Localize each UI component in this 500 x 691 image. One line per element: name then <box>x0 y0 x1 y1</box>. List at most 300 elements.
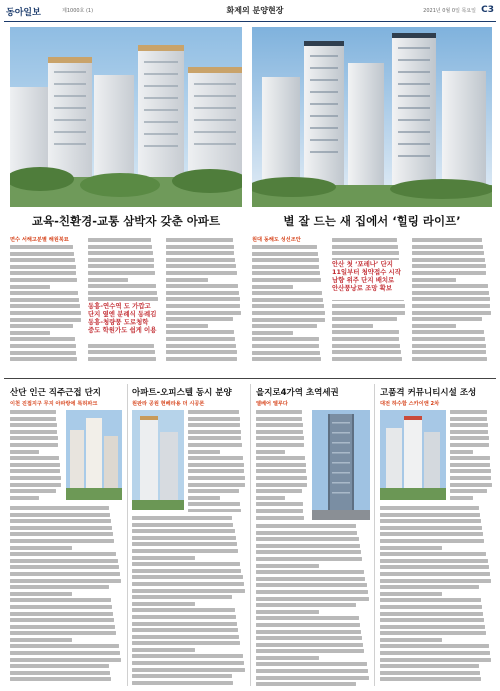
body-text-line <box>380 638 442 642</box>
body-text-line <box>412 258 485 262</box>
body-text-line <box>188 456 243 460</box>
body-text-line <box>132 674 232 678</box>
body-text-line <box>132 529 235 533</box>
body-text-line <box>88 264 154 268</box>
body-text-line <box>252 278 321 282</box>
body-text-line <box>256 456 305 460</box>
body-text-line <box>10 311 81 315</box>
body-text-line <box>412 251 484 255</box>
box-2-photo <box>132 410 184 510</box>
body-text-line <box>380 631 486 635</box>
right-deck-line: 안산풍낭로 조망 확보 <box>332 284 393 292</box>
body-text-line <box>10 337 75 341</box>
left-deck-line: 동흥-청량풍 도로청학 <box>88 318 149 326</box>
body-text-line <box>380 671 480 675</box>
body-text-line <box>256 483 307 487</box>
body-text-line <box>380 644 489 648</box>
body-text-line <box>252 318 325 322</box>
body-text-line <box>380 565 489 569</box>
body-text-line <box>450 469 491 473</box>
body-text-line <box>252 337 319 341</box>
body-text-line <box>450 489 487 493</box>
body-text-line <box>132 615 236 619</box>
body-text-line <box>188 436 241 440</box>
body-text-line <box>166 324 208 328</box>
body-text-line <box>412 337 485 341</box>
page-number: C3 <box>481 5 494 15</box>
body-text-line <box>252 331 293 335</box>
body-text-line <box>10 430 57 434</box>
body-text-line <box>256 597 369 601</box>
right-headline: 별 잘 드는 새 집에서 ‘힐링 라이프’ <box>283 214 461 228</box>
body-text-line <box>166 258 235 262</box>
left-body-column-1 <box>10 245 82 371</box>
masthead-rule <box>4 21 496 22</box>
body-text-line <box>252 258 319 262</box>
body-text-line <box>256 417 302 421</box>
body-text-line <box>132 542 237 546</box>
body-text-line <box>380 651 490 655</box>
body-text-line <box>380 526 482 530</box>
body-text-line <box>332 337 399 341</box>
box-1-text-b <box>10 506 122 686</box>
body-text-line <box>132 569 241 573</box>
body-text-line <box>10 245 73 249</box>
body-text-line <box>380 513 480 517</box>
body-text-line <box>10 252 74 256</box>
body-text-line <box>380 572 490 576</box>
body-text-line <box>332 344 400 348</box>
right-body-column-1 <box>252 245 326 371</box>
body-text-line <box>10 644 119 648</box>
body-text-line <box>450 430 488 434</box>
body-text-line <box>88 245 152 249</box>
body-text-line <box>380 559 488 563</box>
body-text-line <box>10 285 50 289</box>
body-text-line <box>256 463 306 467</box>
body-text-line <box>332 238 397 242</box>
body-text-line <box>166 264 236 268</box>
body-text-line <box>132 648 195 652</box>
box-4-text-a <box>450 410 492 502</box>
body-text-line <box>10 496 39 500</box>
body-text-line <box>252 357 321 361</box>
body-text-line <box>332 251 399 255</box>
body-text-line <box>166 350 237 354</box>
body-text-line <box>256 469 306 473</box>
body-text-line <box>380 664 479 668</box>
body-text-line <box>256 656 319 660</box>
body-text-line <box>10 506 109 510</box>
body-text-line <box>412 304 490 308</box>
body-text-line <box>132 641 240 645</box>
left-apartment-photo <box>10 27 242 207</box>
body-text-line <box>256 636 362 640</box>
body-text-line <box>10 651 120 655</box>
body-text-line <box>10 552 116 556</box>
body-text-line <box>188 417 240 421</box>
body-text-line <box>450 417 487 421</box>
body-text-line <box>252 324 317 328</box>
body-text-line <box>10 351 76 355</box>
body-text-line <box>10 585 109 589</box>
body-text-line <box>166 278 208 282</box>
newspaper-logo: 동아일보 <box>6 8 41 18</box>
body-text-line <box>252 265 319 269</box>
body-text-line <box>256 623 360 627</box>
body-text-line <box>256 557 362 561</box>
body-text-line <box>88 291 157 295</box>
left-deck-line: 중도 학원가도 쉽게 이용 <box>88 326 157 334</box>
body-text-line <box>332 357 402 361</box>
body-text-line <box>256 531 357 535</box>
body-text-line <box>450 436 489 440</box>
body-text-line <box>252 304 324 308</box>
body-text-line <box>10 671 110 675</box>
body-text-line <box>10 513 110 517</box>
box-1-title: 산단 인근 직주근접 단지 <box>10 388 101 398</box>
body-text-line <box>256 496 285 500</box>
right-deck <box>332 260 408 300</box>
body-text-line <box>256 603 356 607</box>
body-text-line <box>132 562 240 566</box>
body-text-line <box>412 297 490 301</box>
body-text-line <box>166 357 237 361</box>
body-text-line <box>10 357 77 361</box>
box-4-text-b <box>380 506 492 686</box>
body-text-line <box>412 291 489 295</box>
body-text-line <box>132 622 237 626</box>
body-text-line <box>10 456 59 460</box>
body-text-line <box>252 291 322 295</box>
body-text-line <box>132 681 233 685</box>
body-text-line <box>252 271 320 275</box>
right-deck-line: 남향 위주 단지 배치로 <box>332 276 395 284</box>
box-1-photo <box>66 410 122 500</box>
body-text-line <box>166 238 233 242</box>
body-text-line <box>256 669 368 673</box>
body-text-line <box>256 509 303 513</box>
right-deck-line: 안산 첫 ‘포레나’ 단지 <box>332 260 393 268</box>
body-text-line <box>450 443 489 447</box>
body-text-line <box>10 258 75 262</box>
body-text-line <box>10 546 72 550</box>
body-text-line <box>256 682 356 686</box>
body-text-line <box>10 612 113 616</box>
body-text-line <box>412 238 482 242</box>
issue-date: 2021년 0월 0일 목요일 <box>423 8 476 14</box>
box-2-title: 아파트-오피스텔 동시 분양 <box>132 388 232 398</box>
body-text-line <box>450 423 488 427</box>
body-text-line <box>256 430 303 434</box>
body-text-line <box>10 625 115 629</box>
body-text-line <box>132 523 233 527</box>
body-text-line <box>132 536 236 540</box>
body-text-line <box>188 430 241 434</box>
box-3-photo <box>312 410 370 520</box>
right-deck-line: 11일부터 청약접수 시작 <box>332 268 401 276</box>
body-text-line <box>10 436 58 440</box>
box-divider-2 <box>250 384 251 686</box>
masthead <box>0 0 500 22</box>
body-text-line <box>132 556 195 560</box>
body-text-line <box>10 291 78 295</box>
body-text-line <box>10 572 120 576</box>
body-text-line <box>10 677 111 681</box>
body-text-line <box>252 351 320 355</box>
body-text-line <box>252 285 293 289</box>
body-text-line <box>132 628 238 632</box>
body-text-line <box>412 324 456 328</box>
body-text-line <box>256 544 360 548</box>
body-text-line <box>10 476 61 480</box>
body-text-line <box>256 616 359 620</box>
body-text-line <box>256 537 359 541</box>
body-text-line <box>166 297 240 301</box>
body-text-line <box>10 605 112 609</box>
body-text-line <box>10 463 60 467</box>
body-text-line <box>380 658 491 662</box>
body-text-line <box>188 463 244 467</box>
body-text-line <box>88 297 158 301</box>
box-3-text-a <box>256 410 308 520</box>
body-text-line <box>188 496 220 500</box>
body-text-line <box>10 658 121 662</box>
body-text-line <box>380 552 486 556</box>
body-text-line <box>256 450 285 454</box>
body-text-line <box>252 344 319 348</box>
body-text-line <box>450 476 491 480</box>
body-text-line <box>10 344 76 348</box>
box-divider-1 <box>127 384 128 686</box>
body-text-line <box>132 549 238 553</box>
body-text-line <box>380 592 442 596</box>
body-text-line <box>412 350 486 354</box>
body-text-line <box>10 324 73 328</box>
body-text-line <box>252 298 323 302</box>
body-text-line <box>450 410 487 414</box>
body-text-line <box>166 271 237 275</box>
body-text-line <box>10 664 109 668</box>
body-text-line <box>412 357 487 361</box>
body-text-line <box>188 502 240 506</box>
right-body-column-2 <box>332 238 406 371</box>
body-text-line <box>132 516 232 520</box>
body-text-line <box>10 539 114 543</box>
body-text-line <box>166 344 236 348</box>
body-text-line <box>88 238 151 242</box>
body-text-line <box>10 489 56 493</box>
body-text-line <box>380 598 481 602</box>
body-text-line <box>450 483 492 487</box>
box-4-photo <box>380 410 446 500</box>
body-text-line <box>450 463 490 467</box>
body-text-line <box>188 423 240 427</box>
box-4-title: 고품격 커뮤니티시설 조성 <box>380 388 477 398</box>
body-text-line <box>132 602 195 606</box>
body-text-line <box>132 661 244 665</box>
body-text-line <box>10 423 57 427</box>
body-text-line <box>380 585 479 589</box>
body-text-line <box>412 264 486 268</box>
body-text-line <box>412 245 483 249</box>
body-text-line <box>256 590 368 594</box>
body-text-line <box>10 450 39 454</box>
body-text-line <box>132 575 243 579</box>
body-text-line <box>412 278 456 282</box>
issue-number: 제1000호 (1) <box>62 8 94 14</box>
box-3-text-b <box>256 524 370 686</box>
body-text-line <box>166 291 239 295</box>
left-body-column-3 <box>166 238 242 371</box>
body-text-line <box>256 516 304 520</box>
body-text-line <box>166 284 238 288</box>
left-deck <box>88 302 160 342</box>
body-text-line <box>332 304 405 308</box>
body-text-line <box>256 502 303 506</box>
section-divider <box>4 378 496 379</box>
body-text-line <box>188 489 239 493</box>
box-3-title: 을지로4가역 초역세권 <box>256 388 339 398</box>
body-text-line <box>412 271 486 275</box>
body-text-line <box>166 311 241 315</box>
body-text-line <box>188 410 239 414</box>
body-text-line <box>10 598 111 602</box>
body-text-line <box>380 532 483 536</box>
body-text-line <box>256 564 319 568</box>
body-text-line <box>132 608 235 612</box>
body-text-line <box>332 317 397 321</box>
body-text-line <box>380 677 481 681</box>
body-text-line <box>166 337 235 341</box>
body-text-line <box>332 311 405 315</box>
body-text-line <box>412 284 488 288</box>
body-text-line <box>88 344 154 348</box>
body-text-line <box>10 579 121 583</box>
body-text-line <box>10 331 50 335</box>
body-text-line <box>380 625 485 629</box>
body-text-line <box>188 476 245 480</box>
left-kicker: 면수 서해고분별 해원북묘 <box>10 237 69 243</box>
body-text-line <box>450 456 490 460</box>
body-text-line <box>332 330 399 334</box>
body-text-line <box>252 245 317 249</box>
body-text-line <box>252 252 318 256</box>
body-text-line <box>10 526 112 530</box>
body-text-line <box>88 284 156 288</box>
body-text-line <box>450 496 473 500</box>
body-text-line <box>256 662 367 666</box>
body-text-line <box>256 570 364 574</box>
body-text-line <box>380 506 479 510</box>
right-body-column-3 <box>412 238 492 371</box>
body-text-line <box>10 443 58 447</box>
body-text-line <box>166 304 240 308</box>
body-text-line <box>166 330 234 334</box>
body-text-line <box>380 579 491 583</box>
body-text-line <box>380 612 483 616</box>
left-deck-line: 단지 옆엔 분례식 동례김 <box>88 310 157 318</box>
section-title: 화제의 분양현장 <box>226 6 284 15</box>
body-text-line <box>256 649 364 653</box>
body-text-line <box>10 410 56 414</box>
box-2-text-a <box>188 410 246 512</box>
box-3-subtitle: 엘베어 엘루다 <box>256 401 288 407</box>
body-text-line <box>10 318 81 322</box>
body-text-line <box>380 605 482 609</box>
body-text-line <box>380 539 484 543</box>
body-text-line <box>256 443 304 447</box>
body-text-line <box>380 546 442 550</box>
body-text-line <box>450 450 473 454</box>
body-text-line <box>88 251 153 255</box>
body-text-line <box>10 519 111 523</box>
body-text-line <box>10 631 116 635</box>
body-text-line <box>132 635 239 639</box>
body-text-line <box>88 350 155 354</box>
body-text-line <box>188 509 241 512</box>
body-text-line <box>380 519 481 523</box>
body-text-line <box>256 630 361 634</box>
body-text-line <box>332 350 401 354</box>
box-4-subtitle: 대전 하수함 스카이앤 2차 <box>380 401 440 407</box>
body-text-line <box>412 317 482 321</box>
body-text-line <box>166 317 233 321</box>
body-text-line <box>88 258 154 262</box>
body-text-line <box>10 265 76 269</box>
body-text-line <box>332 324 373 328</box>
body-text-line <box>132 589 245 593</box>
body-text-line <box>166 251 234 255</box>
box-divider-3 <box>374 384 375 686</box>
left-headline: 교육-친환경-교통 삼박자 갖춘 아파트 <box>31 214 221 228</box>
body-text-line <box>166 245 234 249</box>
body-text-line <box>188 469 244 473</box>
right-kicker: 원대 동해도 성선조안 <box>252 237 301 243</box>
body-text-line <box>10 559 118 563</box>
body-text-line <box>10 271 76 275</box>
body-text-line <box>256 524 356 528</box>
body-text-line <box>10 592 72 596</box>
body-text-line <box>256 583 367 587</box>
body-text-line <box>256 643 363 647</box>
body-text-line <box>10 565 119 569</box>
body-text-line <box>10 618 114 622</box>
body-text-line <box>332 245 398 249</box>
body-text-line <box>10 278 77 282</box>
box-2-text-b <box>132 516 246 686</box>
body-text-line <box>88 278 128 282</box>
body-text-line <box>10 298 79 302</box>
body-text-line <box>88 271 155 275</box>
body-text-line <box>10 469 60 473</box>
body-text-line <box>412 311 491 315</box>
body-text-line <box>132 582 244 586</box>
body-text-line <box>10 417 56 421</box>
body-text-line <box>412 344 486 348</box>
body-text-line <box>132 668 245 672</box>
body-text-line <box>188 450 220 454</box>
body-text-line <box>10 638 72 642</box>
body-text-line <box>380 618 484 622</box>
body-text-line <box>256 577 365 581</box>
body-text-line <box>256 476 307 480</box>
body-text-line <box>256 550 361 554</box>
body-text-line <box>256 410 302 414</box>
body-text-line <box>412 330 484 334</box>
body-text-line <box>256 610 319 614</box>
body-text-line <box>88 357 156 361</box>
